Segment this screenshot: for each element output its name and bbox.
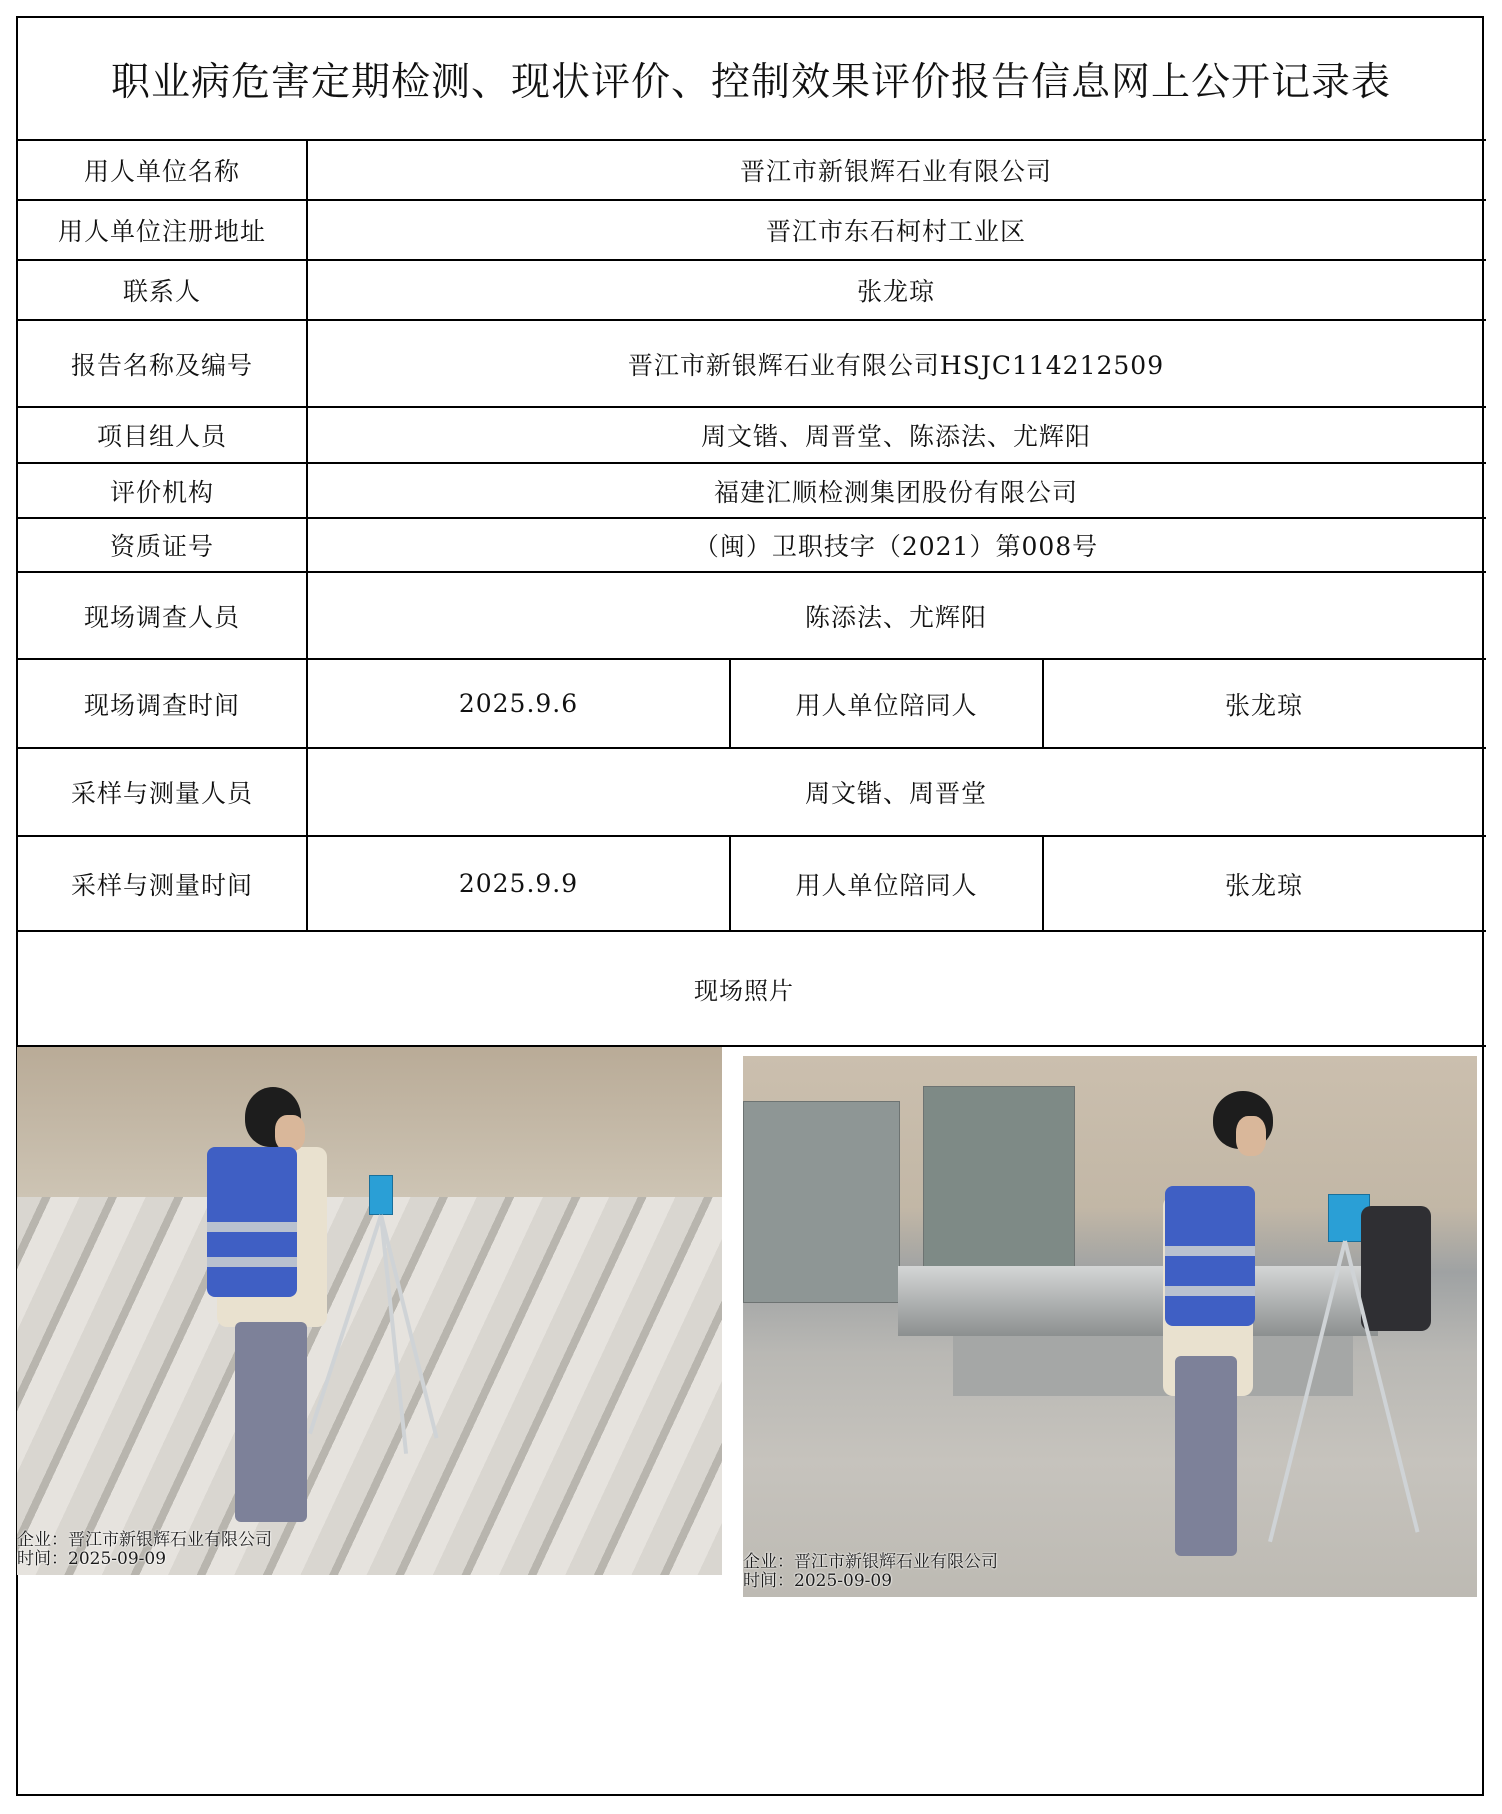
value-registered-address: 晋江市东石柯村工业区	[765, 217, 1026, 246]
value-evaluation-agency: 福建汇顺检测集团股份有限公司	[713, 477, 1078, 507]
label-contact-person: 联系人	[122, 277, 201, 306]
value-site-survey-staff: 陈添法、尤辉阳	[804, 602, 987, 632]
worker-face	[1236, 1116, 1266, 1156]
site-photo-2	[743, 1056, 1477, 1597]
caption-company: 企业：晋江市新银辉石业有限公司	[17, 1530, 272, 1550]
bystander	[1361, 1206, 1431, 1331]
page-title: 职业病危害定期检测、现状评价、控制效果评价报告信息网上公开记录表	[110, 60, 1391, 105]
label-sampling-escort: 用人单位陪同人	[795, 870, 978, 900]
photos-label-text: 现场照片	[694, 977, 794, 1005]
photo-caption	[17, 1531, 272, 1569]
label-site-survey-date: 现场调查时间	[83, 690, 240, 720]
worker-pants	[235, 1322, 307, 1522]
label-employer-name: 用人单位名称	[83, 157, 240, 186]
worker-pants	[1175, 1356, 1237, 1556]
sampling-device	[369, 1175, 393, 1215]
photo-caption	[743, 1553, 998, 1591]
value-report-name-number: 晋江市新银辉石业有限公司HSJC114212509	[627, 350, 1165, 380]
photos-section-label	[18, 932, 1484, 1045]
label-site-survey-staff: 现场调查人员	[83, 602, 240, 632]
tripod-leg	[379, 1215, 439, 1439]
label-report-name-number: 报告名称及编号	[70, 350, 253, 380]
stone-machine	[743, 1101, 900, 1303]
label-survey-escort: 用人单位陪同人	[795, 690, 978, 720]
label-sampling-date: 采样与测量时间	[70, 870, 253, 900]
caption-company: 企业：晋江市新银辉石业有限公司	[743, 1552, 998, 1572]
tripod-leg	[379, 1215, 408, 1454]
value-project-team: 周文锴、周晋堂、陈添法、尤辉阳	[700, 422, 1091, 451]
stone-slab-stack	[953, 1336, 1353, 1396]
value-sampling-staff: 周文锴、周晋堂	[804, 779, 987, 808]
value-sampling-date: 2025.9.9	[458, 869, 579, 898]
worker-face	[275, 1115, 305, 1151]
value-survey-escort: 张龙琼	[1224, 690, 1303, 720]
control-cabinet	[923, 1086, 1075, 1268]
label-registered-address: 用人单位注册地址	[57, 217, 266, 246]
stone-slab-stack	[898, 1266, 1378, 1336]
label-qualification-number: 资质证号	[109, 532, 214, 561]
label-project-team: 项目组人员	[96, 422, 227, 451]
caption-time: 时间：2025-09-09	[743, 1571, 893, 1591]
value-contact-person: 张龙琼	[856, 277, 935, 306]
worker-vest	[1165, 1186, 1255, 1326]
label-evaluation-agency: 评价机构	[109, 477, 214, 507]
value-sampling-escort: 张龙琼	[1224, 870, 1303, 900]
value-qualification-number: （闽）卫职技字（2021）第008号	[693, 532, 1099, 561]
worker-vest	[207, 1147, 297, 1297]
site-photo-1	[17, 1047, 722, 1575]
value-site-survey-date: 2025.9.6	[458, 689, 579, 718]
caption-time: 时间：2025-09-09	[17, 1549, 167, 1569]
value-employer-name: 晋江市新银辉石业有限公司	[739, 157, 1052, 186]
label-sampling-staff: 采样与测量人员	[70, 779, 253, 808]
